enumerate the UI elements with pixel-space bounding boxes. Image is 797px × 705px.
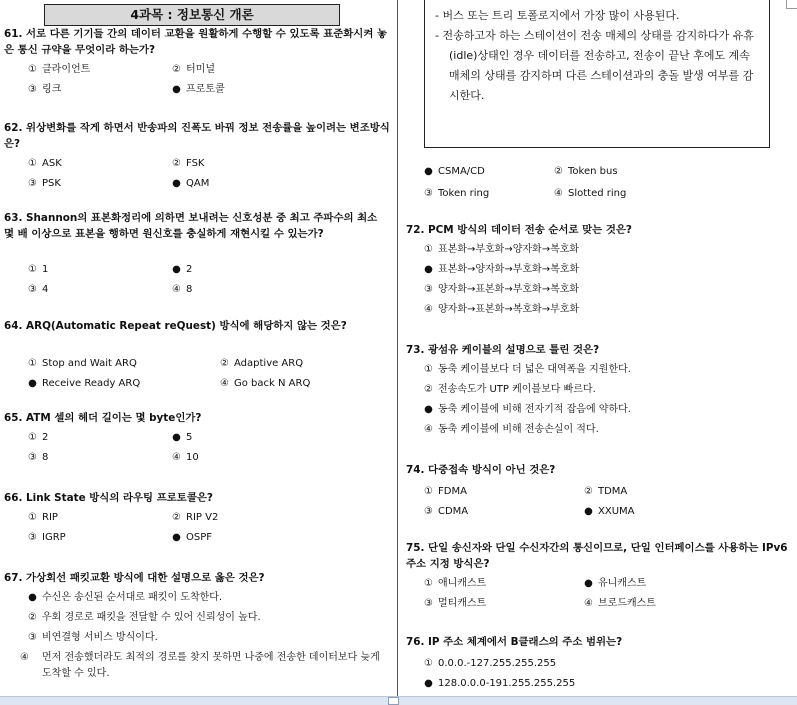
option-2-answer[interactable]: ● 128.0.0.0-191.255.255.255 bbox=[422, 676, 575, 692]
option-3[interactable]: ③ 비연결형 서비스 방식이다. bbox=[28, 632, 158, 643]
option-1[interactable]: ① 동축 케이블보다 더 넓은 대역폭을 지원한다. bbox=[424, 364, 631, 375]
question-number: 72. bbox=[406, 224, 425, 236]
option-1[interactable]: ① 표본화→부호화→양자화→복호화 bbox=[424, 244, 580, 255]
option-3[interactable]: ③ 멀티캐스트 bbox=[424, 598, 487, 609]
question-text: IP 주소 체계에서 B클래스의 주소 범위는? bbox=[428, 636, 623, 648]
option-1[interactable]: ① 0.0.0.-127.255.255.255 bbox=[424, 658, 557, 669]
page-corner-mark bbox=[786, 0, 797, 9]
answer-marker-icon: ● bbox=[28, 592, 37, 603]
answer-marker-icon: ● bbox=[584, 506, 593, 517]
option-3[interactable]: ③ 4 bbox=[28, 284, 49, 295]
question-66 bbox=[4, 490, 390, 506]
option-3[interactable]: ③ 8 bbox=[28, 452, 49, 463]
question-61 bbox=[4, 26, 390, 58]
answer-marker-icon: ● bbox=[584, 578, 593, 589]
option-2[interactable]: ② 우회 경로로 패킷을 전달할 수 있어 신뢰성이 높다. bbox=[28, 612, 261, 623]
option-4[interactable]: ④ 양자화→표본화→복호화→부호화 bbox=[424, 304, 580, 315]
answer-marker-icon: ● bbox=[28, 378, 37, 389]
option-2[interactable]: ② 터미널 bbox=[172, 64, 215, 75]
question-67 bbox=[4, 570, 390, 586]
option-4[interactable]: ④ 브로드캐스트 bbox=[584, 598, 656, 609]
option-2[interactable]: ② Token bus bbox=[554, 166, 618, 177]
subject-title: 4과목 : 정보통신 개론 bbox=[44, 4, 340, 26]
question-text: Link State 방식의 라우팅 프로토콜은? bbox=[26, 492, 213, 504]
info-line-2: - 전송하고자 하는 스테이션이 전송 매체의 상태를 감지하다가 유휴(idle)상태인 경우 데이터를 전송하고, 전송이 끝난 후에도 계속 매체의 상태를 감지하며 다른 스테이션과의 충돌 발생 여부를 감시한다. bbox=[435, 29, 754, 102]
option-3[interactable]: ③ IGRP bbox=[28, 532, 66, 543]
answer-marker-icon: ● bbox=[172, 532, 181, 543]
option-4-answer[interactable]: ● OSPF bbox=[170, 530, 212, 546]
option-4[interactable]: ④ 먼저 전송했더라도 최적의 경로를 찾지 못하면 나중에 전송한 데이터보다 늦게 도착할 수 있다. bbox=[20, 652, 380, 679]
option-1[interactable]: ① 2 bbox=[28, 432, 49, 443]
answer-marker-icon: ● bbox=[424, 166, 433, 177]
option-4-answer[interactable]: ● 프로토콜 bbox=[170, 82, 225, 98]
question-number: 66. bbox=[4, 492, 23, 504]
question-text: 서로 다른 기기들 간의 데이터 교환을 원활하게 수행할 수 있도록 표준화시켜 놓은 통신 규약을 무엇이라 하는가? bbox=[4, 28, 388, 56]
option-3[interactable]: ③ PSK bbox=[28, 178, 61, 189]
question-number: 73. bbox=[406, 344, 425, 356]
answer-marker-icon: ● bbox=[424, 404, 433, 415]
question-number: 63. bbox=[4, 212, 23, 224]
option-1-answer[interactable]: ● 수신은 송신된 순서대로 패킷이 도착한다. bbox=[26, 590, 222, 606]
option-4-answer[interactable]: ● QAM bbox=[170, 176, 209, 192]
question-62 bbox=[4, 120, 390, 152]
question-number: 76. bbox=[406, 636, 425, 648]
option-1[interactable]: ① ASK bbox=[28, 158, 62, 169]
option-2-answer[interactable]: ● 표본화→양자화→부호화→복호화 bbox=[422, 262, 579, 278]
option-2[interactable]: ② FSK bbox=[172, 158, 205, 169]
question-text: ATM 셀의 헤더 길이는 몇 byte인가? bbox=[26, 412, 202, 424]
question-number: 67. bbox=[4, 572, 23, 584]
question-number: 74. bbox=[406, 464, 425, 476]
question-64 bbox=[4, 318, 390, 334]
question-text: ARQ(Automatic Repeat reQuest) 방식에 해당하지 않는 것은? bbox=[26, 320, 347, 332]
question-text: 가상회선 패킷교환 방식에 대한 설명으로 옳은 것은? bbox=[26, 572, 265, 584]
option-1-answer[interactable]: ● CSMA/CD bbox=[422, 164, 485, 180]
question-text: 단일 송신자와 단일 수신자간의 통신이므로, 단일 인터페이스를 사용하는 IPv6 주소 지정 방식은? bbox=[406, 542, 788, 570]
question-71-info-box bbox=[424, 0, 770, 148]
question-75 bbox=[406, 540, 792, 572]
question-text: 광섬유 케이블의 설명으로 틀린 것은? bbox=[428, 344, 600, 356]
option-4-answer[interactable]: ● XXUMA bbox=[582, 504, 635, 520]
option-3-answer[interactable]: ● Receive Ready ARQ bbox=[26, 376, 140, 392]
info-line-1: - 버스 또는 트리 토폴로지에서 가장 많이 사용된다. bbox=[435, 9, 680, 22]
option-3[interactable]: ③ Token ring bbox=[424, 188, 490, 199]
question-number: 64. bbox=[4, 320, 23, 332]
question-number: 75. bbox=[406, 542, 425, 554]
answer-marker-icon: ● bbox=[172, 178, 181, 189]
option-3-answer[interactable]: ● 동축 케이블에 비해 전자기적 잡음에 약하다. bbox=[422, 402, 631, 418]
option-2[interactable]: ② RIP V2 bbox=[172, 512, 219, 523]
option-3[interactable]: ③ 양자화→표본화→부호화→복호화 bbox=[424, 284, 580, 295]
question-text: Shannon의 표본화정리에 의하면 보내려는 신호성분 중 최고 주파수의 최소 몇 배 이상으로 표본을 행하면 원신호를 충실하게 재현시킬 수 있는가? bbox=[4, 212, 378, 240]
option-2-answer[interactable]: ● 5 bbox=[170, 430, 192, 446]
answer-marker-icon: ● bbox=[424, 264, 433, 275]
question-number: 61. bbox=[4, 28, 23, 40]
option-3[interactable]: ③ 링크 bbox=[28, 84, 62, 95]
option-2-answer[interactable]: ● 유니캐스트 bbox=[582, 576, 646, 592]
question-text: 위상변화를 작게 하면서 반송파의 진폭도 바꿔 정보 전송률을 높이려는 변조방식은? bbox=[4, 122, 390, 150]
option-3[interactable]: ③ CDMA bbox=[424, 506, 469, 517]
column-divider bbox=[397, 0, 398, 696]
option-1[interactable]: ① Stop and Wait ARQ bbox=[28, 358, 137, 369]
answer-marker-icon: ● bbox=[424, 678, 433, 689]
option-2-answer[interactable]: ● 2 bbox=[170, 262, 192, 278]
answer-marker-icon: ● bbox=[172, 264, 181, 275]
question-text: 다중접속 방식이 아닌 것은? bbox=[428, 464, 556, 476]
answer-marker-icon: ● bbox=[172, 84, 181, 95]
option-4[interactable]: ④ Go back N ARQ bbox=[220, 378, 311, 389]
option-1[interactable]: ① RIP bbox=[28, 512, 58, 523]
option-1[interactable]: ① 애니캐스트 bbox=[424, 578, 487, 589]
option-2[interactable]: ② 전송속도가 UTP 케이블보다 빠르다. bbox=[424, 384, 596, 395]
answer-marker-icon: ● bbox=[172, 432, 181, 443]
question-text: PCM 방식의 데이터 전송 순서로 맞는 것은? bbox=[428, 224, 632, 236]
option-4[interactable]: ④ 10 bbox=[172, 452, 199, 463]
question-63 bbox=[4, 210, 390, 242]
option-4[interactable]: ④ 8 bbox=[172, 284, 193, 295]
option-1[interactable]: ① 1 bbox=[28, 264, 49, 275]
question-number: 65. bbox=[4, 412, 23, 424]
question-number: 62. bbox=[4, 122, 23, 134]
option-2[interactable]: ② TDMA bbox=[584, 486, 628, 497]
option-1[interactable]: ① FDMA bbox=[424, 486, 467, 497]
option-1[interactable]: ① 클라이언트 bbox=[28, 64, 91, 75]
question-65 bbox=[4, 410, 390, 426]
option-4[interactable]: ④ Slotted ring bbox=[554, 188, 627, 199]
question-72 bbox=[406, 222, 792, 238]
option-2[interactable]: ② Adaptive ARQ bbox=[220, 358, 304, 369]
question-76 bbox=[406, 634, 792, 650]
option-4[interactable]: ④ 동축 케이블에 비해 전송손실이 적다. bbox=[424, 424, 599, 435]
question-74 bbox=[406, 462, 792, 478]
question-73 bbox=[406, 342, 792, 358]
